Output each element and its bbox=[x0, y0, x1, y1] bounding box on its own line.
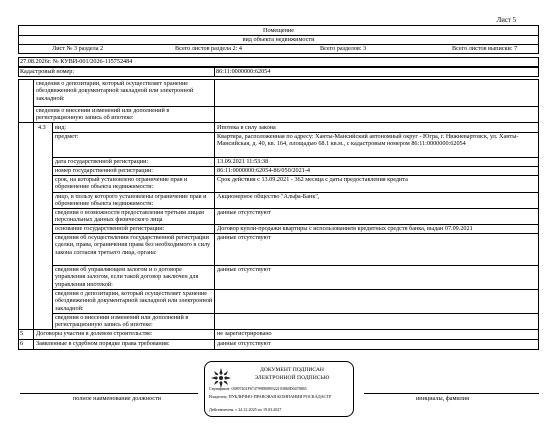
object-type: Помещение bbox=[263, 27, 294, 34]
sheet-info: Лист № 3 раздела 2 bbox=[52, 45, 104, 52]
top-changes-label: сведения о внесении изменений или дополнений в регистрационную запись об ипотеке: bbox=[36, 107, 170, 122]
row-6-label: Заявленные в судебном порядке права требования: bbox=[36, 340, 170, 347]
name-caption: инициалы, фамилия bbox=[416, 395, 469, 402]
reg-date-label: дата государственной регистрации: bbox=[55, 158, 149, 165]
kind-label: вид: bbox=[55, 124, 67, 131]
third-party-label: сведения о возможности предоставления третьим лицам персональных данных физического лица bbox=[55, 209, 204, 224]
consent-value: данные отсутствуют bbox=[217, 234, 271, 241]
total-sections: Всего разделов: 3 bbox=[320, 45, 367, 52]
cadastral-label: Кадастровый номер: bbox=[20, 68, 75, 75]
kind-value: Ипотека в силу закона bbox=[217, 124, 276, 131]
top-depository-label: сведения о депозитарии, который осуществляет хранение обездвиженной документарной закладной или электронной закладной: bbox=[36, 80, 194, 102]
row-6-number: 6 bbox=[20, 340, 24, 347]
holder-value: Акционерное общество "Альфа-Банк", bbox=[217, 193, 320, 200]
depository-label: сведения о депозитарии, который осуществляет хранение обездвиженной документарной закладной или электронной закладной: bbox=[55, 290, 213, 312]
term-label: срок, на который установлено ограничение прав и обременение объекта недвижимости: bbox=[55, 176, 188, 191]
stamp-line-1: ДОКУМЕНТ ПОДПИСАН bbox=[260, 367, 324, 373]
stamp-owner: Владелец: ПУБЛИЧНО-ПРАВОВАЯ КОМПАНИЯ РОСКАДАСТР bbox=[209, 394, 332, 399]
total-sheets-extract: Всего листов выписки: 7 bbox=[452, 45, 518, 52]
object-type-caption: вид объекта недвижимости bbox=[242, 36, 315, 43]
consent-label: сведения об осуществлении государственной регистрации сделки, права, ограничения права без необходимого в силу закона согласия третьего лица, органа: bbox=[55, 234, 211, 256]
changes-label: сведения о внесении изменений или дополнений в регистрационную запись об ипотеке: bbox=[55, 314, 189, 329]
manager-value: данные отсутствуют bbox=[217, 266, 271, 273]
reg-date-value: 13.09.2021 11:53:38 bbox=[217, 158, 269, 165]
third-party-value: данные отсутствуют bbox=[217, 209, 271, 216]
e-signature-stamp bbox=[204, 361, 354, 417]
cadastral-value: 86:11:0000000:62054 bbox=[216, 68, 271, 75]
position-caption: полное наименование должности bbox=[73, 395, 161, 402]
row-5-label: Договоры участия в долевом строительстве: bbox=[36, 330, 153, 337]
subject-label: предмет: bbox=[55, 133, 79, 140]
holder-label: лицо, в пользу которого установлены ограничение прав и обременение объекта недвижимости: bbox=[55, 193, 207, 208]
row-5-value: не зарегистрировано bbox=[217, 330, 272, 337]
cadastral-row bbox=[18, 67, 539, 77]
row-5-number: 5 bbox=[20, 330, 24, 337]
sheet-label: Лист 5 bbox=[496, 17, 516, 24]
reg-number-label: номер государственной регистрации: bbox=[55, 167, 153, 174]
basis-value: Договор купли-продажи квартиры с использованием кредитных средств банка, выдан 07.09.2021 bbox=[217, 225, 473, 232]
stamp-cert: Сертификат: 03897401F67479988089322103860D0478865 bbox=[209, 386, 307, 391]
stamp-line-2: ЭЛЕКТРОННОЙ ПОДПИСЬЮ bbox=[254, 375, 330, 381]
reg-number-value: 86:11:0000000:62054-86/050/2021-4 bbox=[217, 167, 310, 174]
encumbrance-number: 4.3 bbox=[38, 124, 46, 131]
basis-label: основание государственной регистрации: bbox=[55, 225, 165, 232]
date-number: 27.08.2026г. № КУВИ-001/2026-115752484 bbox=[20, 58, 133, 65]
subject-value: Квартира, расположенная по адресу: Ханты-Мансийский автономный округ - Югра, г. Нижневартовск, ул. Ханты-Мансийская, д. 40, кв. 164, площадью 68.1 кв.м., с кадастровым номером 86:11:0000000:62054 bbox=[217, 133, 519, 148]
row-6-value: данные отсутствуют bbox=[217, 340, 271, 347]
manager-label: сведения об управляющем залогом и о договоре управления залогом, если такой договор заключен для управления ипотекой: bbox=[55, 266, 199, 288]
signature-block bbox=[18, 360, 539, 420]
total-sheets-section: Всего листов раздела 2: 4 bbox=[175, 45, 242, 52]
stamp-valid: Действителен: с 24.12.2025 по 19.03.2027 bbox=[209, 407, 282, 412]
term-value: Срок действия с 13.09.2021 - 362 месяца с даты предоставления кредита bbox=[217, 176, 408, 183]
